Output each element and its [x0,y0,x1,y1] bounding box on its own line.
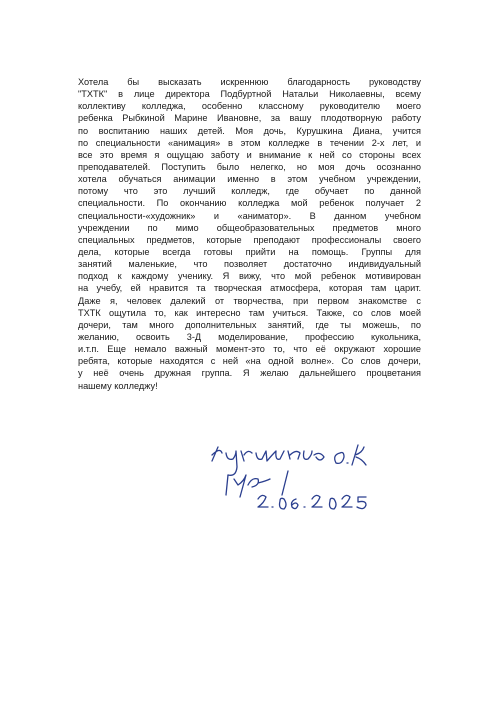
letter-line: занятий маленькие, что позволяет достаточно индивидуальный [78,259,421,270]
letter-line: специальных предметов, которые преподают профессионалы своего [78,234,421,245]
letter-line: учреждении по мимо общеобразовательных предметов много [78,222,421,233]
letter-line: "ТХТК" в лице директора Подбуртной Натальи Николаевны, всему [78,89,421,100]
letter-line: дочери, там много дополнительных занятий, где ты можешь, по [78,319,421,330]
letter-line: подход к каждому ученику. Я вижу, что мой ребенок мотивирован [78,271,421,282]
letter-line: у неё очень дружная группа. Я желаю дальнейшего процветания [78,368,421,379]
signature-initials-stroke [335,445,366,465]
signature-mark-stroke [226,471,288,497]
letter-line: и.т.п. Еще немало важный момент-это то, что её окружают хорошие [78,344,421,355]
signature-name-stroke [212,447,324,475]
letter-line: хотела обучаться анимации именно в этом учебном учреждении, [78,174,421,185]
letter-line: дела, которые всегда готовы прийти на помощь. Группы для [78,246,421,257]
letter-line: преподавателей. Поступить было нелегко, но моя дочь осознанно [78,161,421,172]
letter-body [78,76,421,392]
signature-drawing [200,425,400,515]
letter-line: по специальности «анимация» в этом колледже в течении 2-х лет, и [78,137,421,148]
letter-line: специальности. По окончанию колледжа мой ребенок получает 2 [78,198,421,209]
signature-date-stroke [258,495,366,509]
letter-line: потому что это лучший колледж, где обучает по данной [78,186,421,197]
letter-line: все это время я ощущаю заботу и внимание к ней со стороны всех [78,149,421,160]
letter-line: коллективу колледжа, особенно классному руководителю моего [78,101,421,112]
letter-line: Даже я, человек далекий от творчества, при первом знакомстве с [78,295,421,306]
letter-line: ТХТК ощутила то, как интересно там учиться. Также, со слов моей [78,307,421,318]
letter-line: нашему колледжу! [78,380,158,391]
handwritten-signature [200,425,400,515]
letter-line: по воспитанию наших детей. Моя дочь, Курушкина Диана, учится [78,125,421,136]
letter-line: ребенка Рыбкиной Марине Ивановне, за вашу плодотворную работу [78,113,421,124]
letter-line: на учебу, ей нравится та творческая атмосфера, которая там царит. [78,283,421,294]
letter-line: специальности-«художник» и «аниматор». В данном учебном [78,210,421,221]
letter-line: желанию, освоить 3-Д моделирование, профессию кукольника, [78,331,421,342]
letter-line: ребята, которые находятся с ней «на одной волне». Со слов дочери, [78,356,421,367]
letter-line: Хотела бы высказать искреннюю благодарность руководству [78,77,421,87]
